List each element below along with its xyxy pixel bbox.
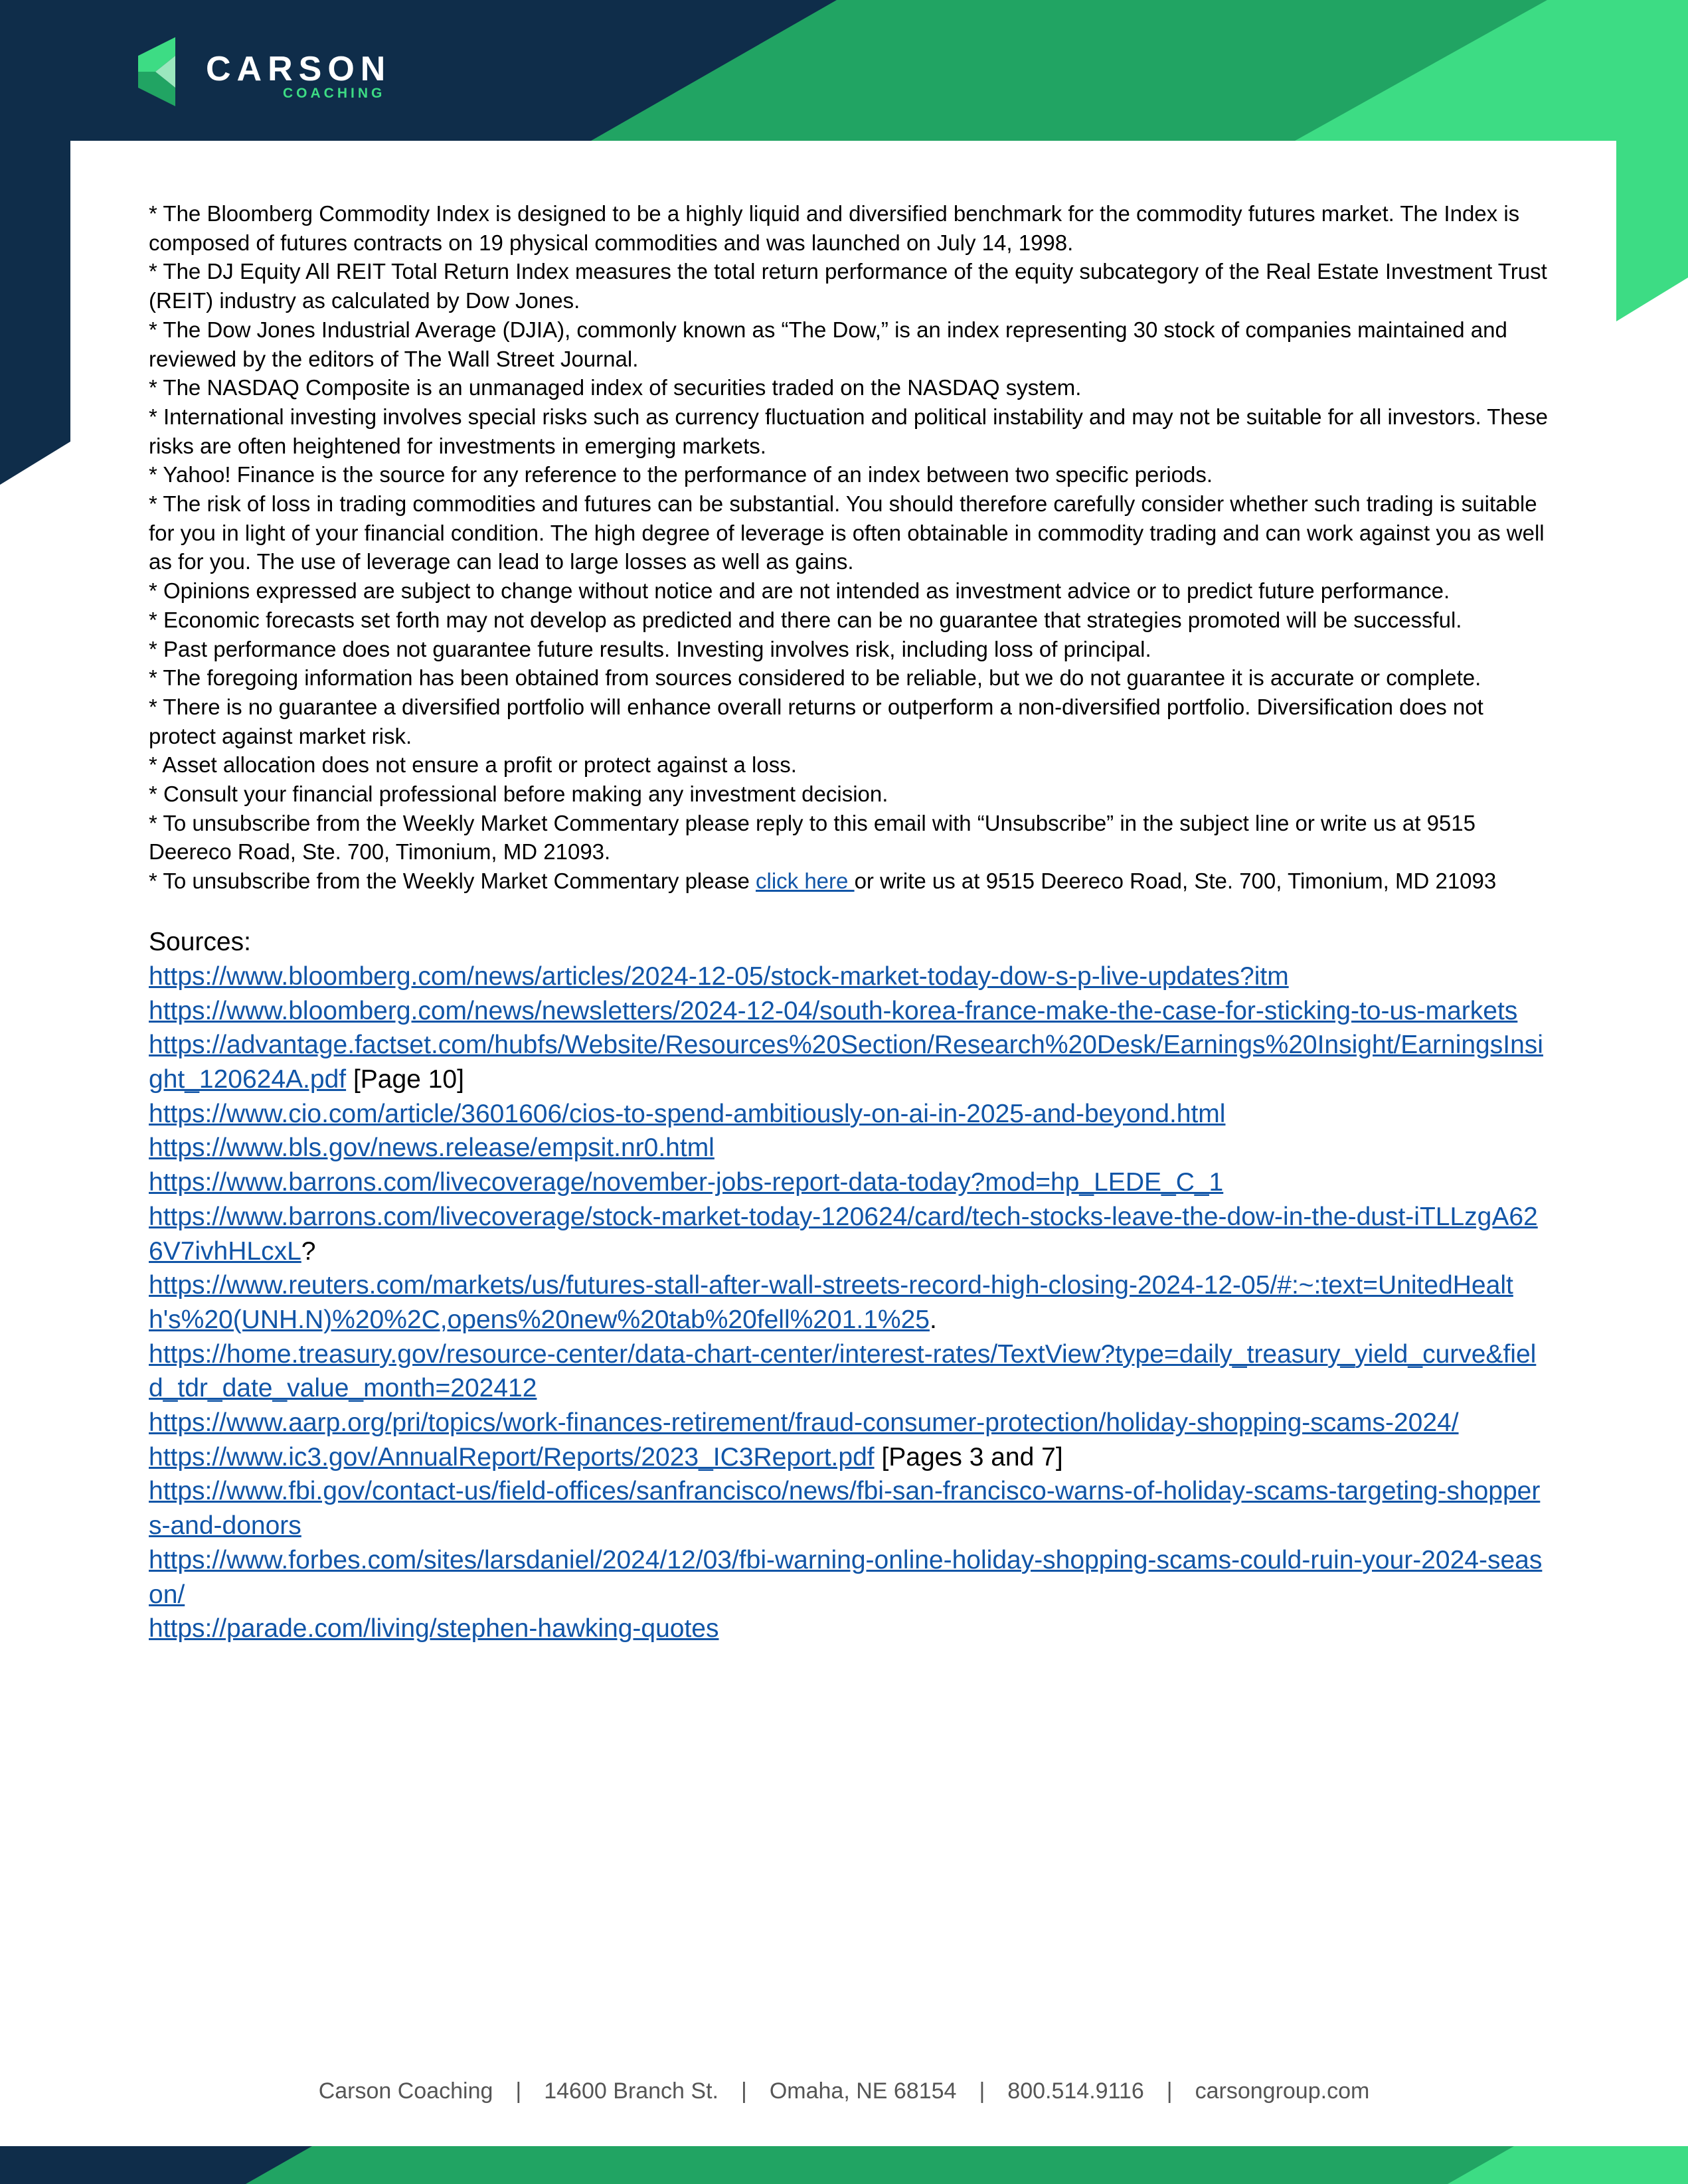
source-item xyxy=(149,994,1550,1029)
disclosure-item: * Consult your financial professional before making any investment decision. xyxy=(149,782,888,807)
disclosure-item: * International investing involves special risks such as currency fluctuation and political instability and may not be suitable for all investors. These risks are often heightened for investments in emerging markets. xyxy=(149,404,1548,458)
disclosure-item: * To unsubscribe from the Weekly Market Commentary please reply to this email with “Unsubscribe” in the subject line or write us at 9515 Deereco Road, Ste. 700, Timonium, MD 21093. xyxy=(149,810,1476,865)
logo-subtitle: COACHING xyxy=(283,86,386,101)
disclosure-item: * The foregoing information has been obtained from sources considered to be reliable, but we do not guarantee it is accurate or complete. xyxy=(149,665,1481,691)
carson-chevron-icon xyxy=(138,37,181,106)
disclosure-item: * Asset allocation does not ensure a profit or protect against a loss. xyxy=(149,752,797,778)
source-item xyxy=(149,1028,1550,1096)
source-item xyxy=(149,1268,1550,1337)
disclosure-item: * Yahoo! Finance is the source for any reference to the performance of an index between two specific periods. xyxy=(149,462,1213,487)
source-note: [Pages 3 and 7] xyxy=(874,1442,1063,1471)
source-item xyxy=(149,1612,1550,1646)
source-note: . xyxy=(929,1305,937,1334)
source-note: [Page 10] xyxy=(346,1064,464,1094)
disclosure-item: * There is no guarantee a diversified portfolio will enhance overall returns or outperform a non-diversified portfolio. Diversification does not protect against market risk. xyxy=(149,694,1483,748)
right-green-strip xyxy=(1616,141,1688,321)
disclosure-item: * The DJ Equity All REIT Total Return Index measures the total return performance of the equity subcategory of the Real Estate Investment Trust (REIT) industry as calculated by Dow Jones. xyxy=(149,259,1547,313)
source-item xyxy=(149,1337,1550,1406)
footer-separator: | xyxy=(740,2078,747,2104)
source-link[interactable]: https://advantage.factset.com/hubfs/Website/Resources%20Section/Research%20Desk/Earnings%20Insight/EarningsInsight_120624A.pdf xyxy=(149,1031,1543,1094)
source-link[interactable]: https://www.cio.com/article/3601606/cios-to-spend-ambitiously-on-ai-in-2025-and-beyond.html xyxy=(149,1099,1226,1128)
footer-address: 14600 Branch St. xyxy=(544,2078,718,2104)
unsubscribe-text-after: or write us at 9515 Deereco Road, Ste. 700, Timonium, MD 21093 xyxy=(854,869,1497,894)
source-item xyxy=(149,1131,1550,1165)
source-link[interactable]: https://www.barrons.com/livecoverage/november-jobs-report-data-today?mod=hp_LEDE_C_1 xyxy=(149,1168,1224,1197)
disclosure-item: * Past performance does not guarantee future results. Investing involves risk, including loss of principal. xyxy=(149,636,1151,661)
footer-separator: | xyxy=(515,2078,522,2104)
source-item xyxy=(149,1406,1550,1440)
disclosure-unsubscribe xyxy=(149,867,1550,896)
source-link[interactable]: https://parade.com/living/stephen-hawking-quotes xyxy=(149,1614,719,1643)
disclosure-item: * Economic forecasts set forth may not develop as predicted and there can be no guarantee that strategies promoted will be successful. xyxy=(149,607,1462,632)
sources-section xyxy=(149,925,1550,1646)
source-link[interactable]: https://www.bloomberg.com/news/newsletters/2024-12-04/south-korea-france-make-the-case-for-sticking-to-us-markets xyxy=(149,996,1518,1025)
footer-phone: 800.514.9116 xyxy=(1007,2078,1144,2104)
source-link[interactable]: https://home.treasury.gov/resource-center/data-chart-center/interest-rates/TextView?type=daily_treasury_yield_curve&field_tdr_date_value_month=202412 xyxy=(149,1339,1537,1403)
disclosure-item: * The Bloomberg Commodity Index is designed to be a highly liquid and diversified benchmark for the commodity futures market. The Index is composed of futures contracts on 19 physical commodities and was launched on July 14, 1998. xyxy=(149,201,1520,255)
source-item xyxy=(149,1440,1550,1475)
left-navy-strip xyxy=(0,141,70,485)
source-link[interactable]: https://www.reuters.com/markets/us/futures-stall-after-wall-streets-record-high-closing-2024-12-05/#:~:text=UnitedHealth's%20(UNH.N)%20%2C,opens%20new%20tab%20fell%201.1%25 xyxy=(149,1271,1513,1334)
source-item xyxy=(149,960,1550,994)
footer-company: Carson Coaching xyxy=(318,2078,493,2104)
source-link[interactable]: https://www.fbi.gov/contact-us/field-offices/sanfrancisco/news/fbi-san-francisco-warns-of-holiday-scams-targeting-shoppers-and-donors xyxy=(149,1477,1541,1541)
source-link[interactable]: https://www.aarp.org/pri/topics/work-finances-retirement/fraud-consumer-protection/holiday-shopping-scams-2024/ xyxy=(149,1408,1459,1438)
source-item xyxy=(149,1165,1550,1200)
source-link[interactable]: https://www.forbes.com/sites/larsdaniel/2024/12/03/fbi-warning-online-holiday-shopping-scams-could-ruin-your-2024-season/ xyxy=(149,1545,1543,1609)
unsubscribe-link[interactable]: click here xyxy=(756,869,855,894)
source-link[interactable]: https://www.ic3.gov/AnnualReport/Reports/2023_IC3Report.pdf xyxy=(149,1442,875,1471)
source-item xyxy=(149,1200,1550,1268)
logo-wordmark: CARSON xyxy=(206,50,392,88)
source-note: ? xyxy=(301,1236,316,1266)
source-item xyxy=(149,1474,1550,1543)
disclosure-item: * Opinions expressed are subject to change without notice and are not intended as investment advice or to predict future performance. xyxy=(149,578,1450,604)
page-footer xyxy=(0,2078,1688,2104)
sources-heading: Sources: xyxy=(149,927,251,956)
document-body xyxy=(149,199,1550,1646)
source-item xyxy=(149,1543,1550,1612)
footer-separator: | xyxy=(1166,2078,1173,2104)
disclosure-item: * The NASDAQ Composite is an unmanaged index of securities traded on the NASDAQ system. xyxy=(149,375,1082,400)
source-link[interactable]: https://www.barrons.com/livecoverage/stock-market-today-120624/card/tech-stocks-leave-the-dow-in-the-dust-iTLLzgA626V7ivhHLcxL xyxy=(149,1202,1538,1266)
unsubscribe-text-before: * To unsubscribe from the Weekly Market Commentary please xyxy=(149,869,756,894)
source-link[interactable]: https://www.bls.gov/news.release/empsit.nr0.html xyxy=(149,1134,715,1163)
footer-separator: | xyxy=(979,2078,985,2104)
source-link[interactable]: https://www.bloomberg.com/news/articles/2024-12-05/stock-market-today-dow-s-p-live-updates?itm xyxy=(149,962,1289,991)
disclosure-item: * The risk of loss in trading commodities and futures can be substantial. You should therefore carefully consider whether such trading is suitable for you in light of your financial condition. The high degree of leverage is often obtainable in commodity trading and can work against you as well as for you. The use of leverage can lead to large losses as well as gains. xyxy=(149,491,1545,574)
footer-city: Omaha, NE 68154 xyxy=(769,2078,957,2104)
disclosures xyxy=(149,199,1550,896)
footer-website: carsongroup.com xyxy=(1195,2078,1370,2104)
disclosure-item: * The Dow Jones Industrial Average (DJIA), commonly known as “The Dow,” is an index representing 30 stock of companies maintained and reviewed by the editors of The Wall Street Journal. xyxy=(149,317,1507,371)
source-item xyxy=(149,1097,1550,1132)
